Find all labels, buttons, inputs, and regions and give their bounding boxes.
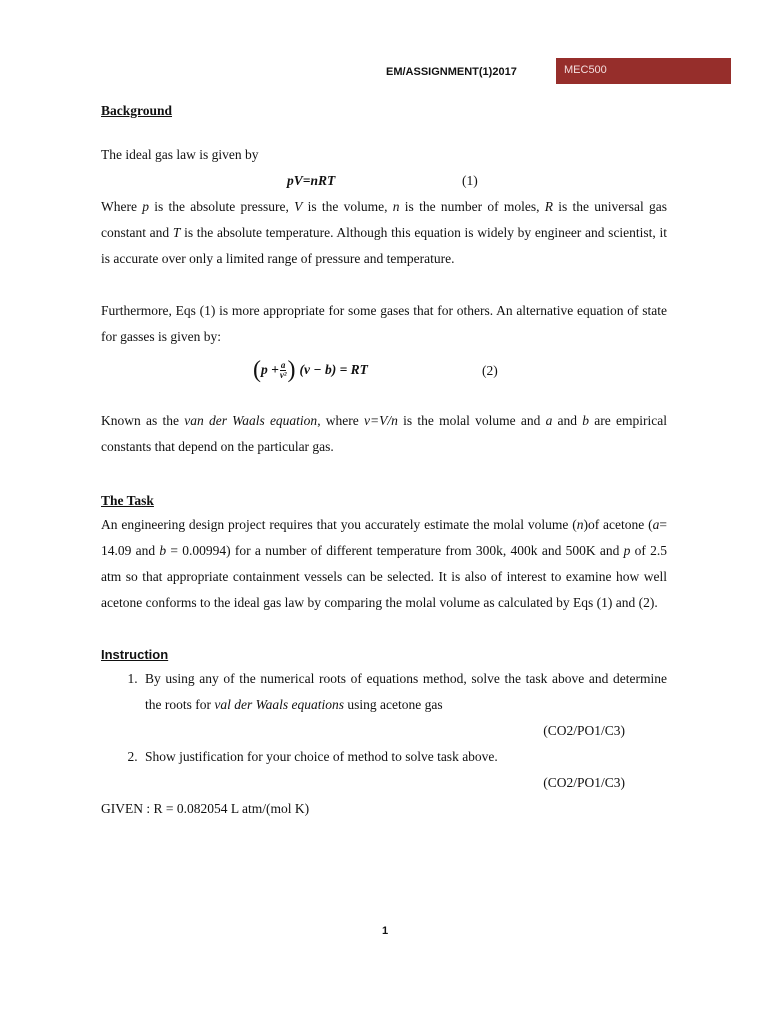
- instruction-item-1-ref: (CO2/PO1/C3): [543, 723, 625, 738]
- document-body: [101, 100, 667, 822]
- header-code: EM/ASSIGNMENT(1)2017: [386, 66, 517, 78]
- course-badge: [556, 58, 731, 84]
- equation-2: [101, 350, 667, 392]
- instruction-heading: Instruction: [101, 647, 169, 662]
- background-paragraph-2: Furthermore, Eqs (1) is more appropriate for some gases that for others. An alternative equation of state for gasses is given by:: [101, 303, 667, 344]
- background-paragraph-3: Known as the van der Waals equation, where v=V/n is the molal volume and a and b are empirical constants that depend on the particular gas.: [101, 413, 667, 454]
- task-heading: The Task: [101, 493, 154, 508]
- instruction-item-2: 2. Show justification for your choice of method to solve task above.: [141, 744, 667, 770]
- equation-2-number: (2): [482, 363, 498, 378]
- background-paragraph-1: Where p is the absolute pressure, V is the volume, n is the number of moles, R is the universal gas constant and T is the absolute temperature. Although this equation is widely by engineer and scientist, it is accurate over only a limited range of pressure and temperature.: [101, 199, 667, 266]
- given-line: GIVEN : R = 0.082054 L atm/(mol K): [101, 801, 310, 816]
- fraction-a-over-v2: $\frac{a}{\text{v²}}$: [279, 359, 287, 380]
- course-code: MEC500: [564, 64, 607, 76]
- instruction-item-2-ref: (CO2/PO1/C3): [543, 775, 625, 790]
- background-intro: The ideal gas law is given by: [101, 147, 259, 162]
- task-paragraph: An engineering design project requires that you accurately estimate the molal volume (n)of acetone (a= 14.09 and b = 0.00994) for a number of different temperature from 300k, 400k and 500K and p of 2.5 atm so that appropriate containment vessels can be selected. It is also of interest to examine how well acetone conforms to the ideal gas law by comparing the molal volume as calculated by Eqs (1) and (2).: [101, 517, 668, 610]
- equation-1-expr: pV=nRT: [287, 173, 336, 188]
- equation-1-number: (1): [462, 173, 478, 188]
- background-heading: Background: [101, 103, 173, 118]
- instruction-list-cont: [101, 744, 667, 770]
- equation-1: [101, 168, 667, 194]
- instruction-item-1: 1. By using any of the numerical roots of equations method, solve the task above and determine the roots for val der Waals equations using acetone gas: [141, 666, 667, 718]
- page-number: 1: [382, 925, 389, 937]
- instruction-list: [101, 666, 667, 718]
- equation-2-expr: ( p + $\frac{a}{\text{v²}}$ ) (v − b) = RT: [253, 357, 368, 383]
